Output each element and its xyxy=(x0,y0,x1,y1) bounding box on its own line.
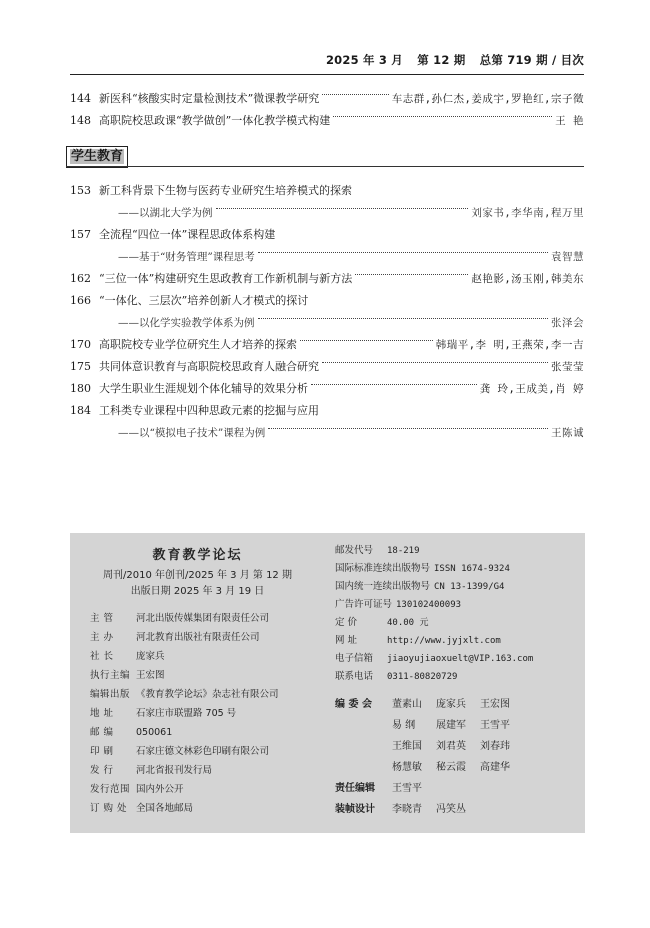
header-date: 2025 年 3 月 xyxy=(325,53,404,67)
journal-name: 教育教学论坛 xyxy=(152,548,243,563)
colophon-item: 电子信箱 jiaoyujiaoxuelt@VIP.163.com xyxy=(335,653,534,664)
colophon-item: 发行范围 国内外公开 xyxy=(90,784,184,795)
colophon-item: 印 刷 石家庄德文林彩色印刷有限公司 xyxy=(90,746,270,757)
toc-entry[interactable] xyxy=(70,270,584,288)
toc-authors: 张泽会 xyxy=(551,317,584,329)
design-names: 李晓青 冯笑丛 xyxy=(392,804,466,815)
page-header xyxy=(70,52,584,75)
toc-title: 共同体意识教育与高职院校思政育人融合研究 xyxy=(99,360,319,373)
toc-page: 144 xyxy=(70,92,91,105)
section-rule xyxy=(66,166,584,167)
toc-section xyxy=(70,182,584,442)
toc-subentry xyxy=(70,248,584,266)
toc-page: 166 xyxy=(70,294,91,307)
toc-title: 工科类专业课程中四种思政元素的挖掘与应用 xyxy=(99,404,319,417)
toc-entry[interactable] xyxy=(70,336,584,354)
toc-subentry xyxy=(70,204,584,222)
colophon-item: 主 办 河北教育出版社有限责任公司 xyxy=(90,632,260,643)
toc-subtitle: ——以湖北大学为例 xyxy=(118,207,213,219)
colophon-item: 广告许可证号 130102400093 xyxy=(335,599,462,610)
toc-subentry xyxy=(70,314,584,332)
toc-authors: 韩瑞平,李 明,王燕荣,李一吉 xyxy=(435,339,584,351)
toc-page: 180 xyxy=(70,382,91,395)
colophon-item: 网 址 http://www.jyjxlt.com xyxy=(335,635,501,646)
toc-page: 148 xyxy=(70,114,91,127)
toc-page: 184 xyxy=(70,404,91,417)
toc-authors: 刘家书,李华南,程万里 xyxy=(471,207,584,219)
toc-entry[interactable] xyxy=(70,90,584,108)
toc-subentry xyxy=(70,424,584,442)
colophon-box xyxy=(70,533,585,833)
toc-authors: 王陈诚 xyxy=(551,427,584,439)
toc-entry[interactable] xyxy=(70,112,584,130)
toc-entry[interactable] xyxy=(70,182,584,200)
toc-authors: 车志群,孙仁杰,姜成宇,罗艳红,宗子徵 xyxy=(391,93,584,105)
toc-entry[interactable] xyxy=(70,226,584,244)
header-issue: 第 12 期 xyxy=(417,53,466,67)
header-total: 总第 719 期 / 目次 xyxy=(479,53,584,67)
colophon-item: 定 价 40.00 元 xyxy=(335,617,429,628)
toc-title: 高职院校思政课“教学做创”一体化教学模式构建 xyxy=(99,114,331,127)
colophon-item: 邮 编 050061 xyxy=(90,727,173,738)
colophon-item: 执行主编 王宏图 xyxy=(90,670,165,681)
toc-page: 153 xyxy=(70,184,91,197)
colophon-item: 社 长 庞家兵 xyxy=(90,651,165,662)
colophon-item: 国内统一连续出版物号 CN 13-1399/G4 xyxy=(335,581,505,592)
colophon-item: 订 购 处 全国各地邮局 xyxy=(90,803,194,814)
toc-authors: 赵艳影,汤玉刚,韩美东 xyxy=(471,273,584,285)
toc-subtitle: ——以“模拟电子技术”课程为例 xyxy=(118,427,266,439)
colophon-item: 发 行 河北省报刊发行局 xyxy=(90,765,213,776)
toc-page: 162 xyxy=(70,272,91,285)
toc-entry[interactable] xyxy=(70,358,584,376)
colophon-item: 编辑出版 《教育教学论坛》杂志社有限公司 xyxy=(90,689,279,700)
board-row: 王维国 刘君英 刘春玮 xyxy=(392,741,510,752)
toc-title: 全流程“四位一体”课程思政体系构建 xyxy=(99,228,276,241)
toc-title: 高职院校专业学位研究生人才培养的探索 xyxy=(99,338,297,351)
pub-line-2: 出版日期 2025 年 3 月 19 日 xyxy=(130,586,265,597)
toc-title: “一体化、三层次”培养创新人才模式的探讨 xyxy=(99,294,309,307)
toc-authors: 龚 玲,王成美,肖 婷 xyxy=(479,383,584,395)
toc-subtitle: ——基于“财务管理”课程思考 xyxy=(118,251,255,263)
toc-top xyxy=(70,90,584,130)
colophon-item: 国际标准连续出版物号 ISSN 1674-9324 xyxy=(335,563,510,574)
toc-title: 大学生职业生涯规划个体化辅导的效果分析 xyxy=(99,382,308,395)
board-row: 易 纲 展建军 王雪平 xyxy=(392,720,510,731)
toc-title: “三位一体”构建研究生思政教育工作新机制与新方法 xyxy=(99,272,353,285)
pub-line-1: 周刊/2010 年创刊/2025 年 3 月 第 12 期 xyxy=(103,570,292,581)
section-title: 学生教育 xyxy=(66,146,128,168)
editor-name: 王雪平 xyxy=(392,783,422,794)
toc-entry[interactable] xyxy=(70,292,584,310)
toc-entry[interactable] xyxy=(70,380,584,398)
toc-entry[interactable] xyxy=(70,402,584,420)
editor-label: 责任编辑 xyxy=(335,783,375,794)
toc-page: 170 xyxy=(70,338,91,351)
toc-page: 157 xyxy=(70,228,91,241)
toc-authors: 袁智慧 xyxy=(551,251,584,263)
colophon-item: 主 管 河北出版传媒集团有限责任公司 xyxy=(90,613,270,624)
board-row: 董素山 庞家兵 王宏图 xyxy=(392,699,510,710)
toc-page: 175 xyxy=(70,360,91,373)
toc-title: 新工科背景下生物与医药专业研究生培养模式的探索 xyxy=(99,184,352,197)
toc-subtitle: ——以化学实验教学体系为例 xyxy=(118,317,255,329)
design-label: 装帧设计 xyxy=(335,804,375,815)
colophon-item: 联系电话 0311-80820729 xyxy=(335,671,458,682)
board-row: 杨慧敏 秘云霞 高建华 xyxy=(392,762,510,773)
colophon-item: 邮发代号 18-219 xyxy=(335,545,420,556)
board-label: 编 委 会 xyxy=(335,699,372,710)
colophon-item: 地 址 石家庄市联盟路 705 号 xyxy=(90,708,237,719)
toc-title: 新医科“核酸实时定量检测技术”微课教学研究 xyxy=(99,92,320,105)
toc-authors: 王 艳 xyxy=(555,115,584,127)
toc-authors: 张莹莹 xyxy=(551,361,584,373)
